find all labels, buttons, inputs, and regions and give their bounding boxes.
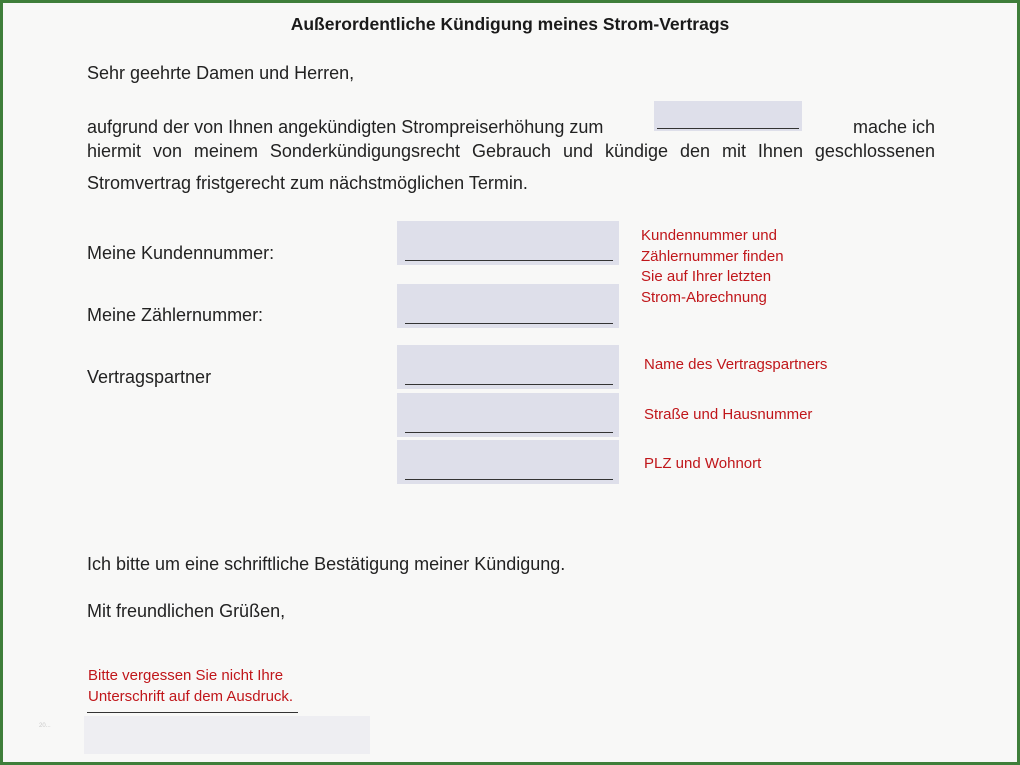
- customer-number-label: Meine Kundennummer:: [87, 243, 275, 263]
- signature-hint-line: Unterschrift auf dem Ausdruck.: [88, 687, 294, 705]
- numbers-hint-line: Kundennummer und: [641, 227, 777, 244]
- numbers-hint-line: Sie auf Ihrer letzten: [641, 268, 772, 285]
- partner-name-hint: Name des Vertragspartners: [644, 356, 828, 373]
- numbers-hint-line: Zählernummer finden: [641, 247, 784, 265]
- partner-street-field[interactable]: [397, 393, 619, 437]
- partner-city-field[interactable]: [397, 440, 619, 484]
- numbers-hint-line: Strom-Abrechnung: [641, 288, 767, 306]
- contract-partner-label: Vertragspartner: [87, 367, 212, 387]
- signature-hint: [88, 666, 293, 707]
- closing-greeting: Mit freundlichen Grüßen,: [87, 601, 286, 621]
- paragraph-line-3: Stromvertrag fristgerecht zum nächstmöglichen Termin.: [87, 173, 528, 193]
- partner-name-field[interactable]: [397, 345, 619, 389]
- paragraph-line-1-end: mache ich: [852, 117, 935, 137]
- signature-hint-line: Bitte vergessen Sie nicht Ihre: [88, 667, 284, 684]
- price-increase-date-field[interactable]: [654, 101, 802, 131]
- main-paragraph: [87, 103, 935, 199]
- faint-mark: 20...: [39, 723, 51, 729]
- confirmation-request: Ich bitte um eine schriftliche Bestätigung meiner Kündigung.: [87, 554, 566, 574]
- document-title: Außerordentliche Kündigung meines Strom-Vertrags: [290, 14, 730, 34]
- partner-city-hint: PLZ und Wohnort: [644, 455, 762, 472]
- customer-number-field[interactable]: [397, 221, 619, 265]
- signature-line: [87, 712, 298, 713]
- paragraph-line-1: [87, 103, 935, 135]
- signature-field[interactable]: [84, 716, 370, 754]
- meter-number-field[interactable]: [397, 284, 619, 328]
- paragraph-line-1-start: aufgrund der von Ihnen angekündigten Strompreiserhöhung zum: [87, 117, 604, 137]
- paragraph-line-2: hiermit von meinem Sonderkündigungsrecht Gebrauch und kündige den mit Ihnen geschlossenen: [87, 141, 935, 161]
- salutation: Sehr geehrte Damen und Herren,: [87, 63, 355, 83]
- partner-street-hint: Straße und Hausnummer: [644, 406, 813, 423]
- numbers-hint: [641, 226, 784, 308]
- meter-number-label: Meine Zählernummer:: [87, 305, 264, 325]
